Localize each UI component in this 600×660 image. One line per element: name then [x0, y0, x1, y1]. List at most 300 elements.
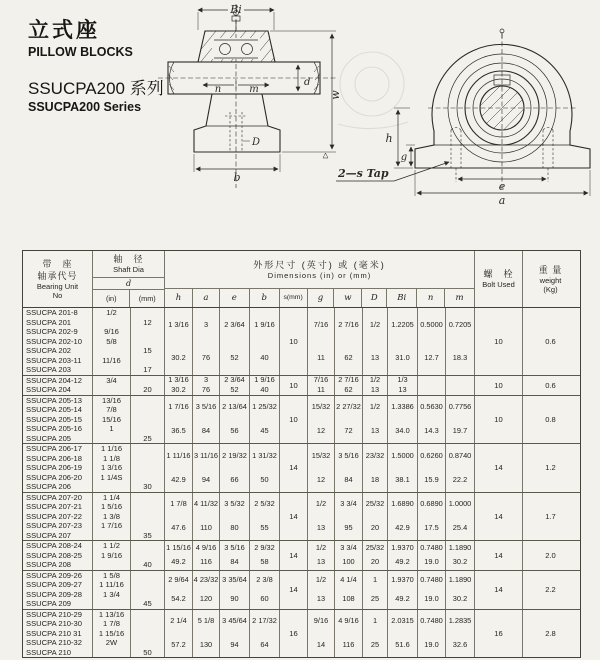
dim-a-in: 3 5/16 — [195, 402, 217, 412]
dim-D-in: 1/2 — [369, 375, 381, 385]
dim-w-mm: 100 — [342, 557, 355, 567]
dim-s-value: 14 — [289, 585, 298, 594]
table-body — [23, 308, 580, 657]
dim-e-cell — [220, 610, 250, 658]
tap-note: 2—s Tap — [338, 167, 389, 180]
dim-D-cell — [363, 493, 388, 541]
dim-label-e: e — [498, 180, 506, 193]
col-header-weight — [523, 251, 578, 307]
shaft-dia-mm — [131, 638, 164, 648]
shaft-dia-in: 1 5/16 — [100, 502, 123, 511]
dim-h-in: 1 11/16 — [166, 450, 191, 460]
dim-w-in: 2 7/16 — [338, 319, 359, 329]
bearing-no: SSUCPA 205-14 — [26, 405, 82, 414]
shaft-dia-in: 1 1/16 — [100, 444, 123, 453]
dim-h-cell — [165, 610, 193, 658]
shaft-mm-column — [131, 444, 165, 492]
dim-D-cell — [363, 396, 388, 444]
dim-w-in: 4 1/4 — [340, 575, 357, 584]
shaft-dia-mm: 17 — [143, 365, 152, 374]
bearing-no: SSUCPA 206-17 — [26, 444, 82, 453]
shaft-dia-mm — [131, 512, 164, 522]
dim-h-mm: 30.2 — [171, 384, 186, 394]
bearing-no: SSUCPA 209-27 — [26, 580, 82, 589]
dim-Bi-in: 1.5000 — [391, 450, 414, 460]
dim-e-in: 2 19/32 — [222, 450, 247, 460]
bearing-no-column — [23, 308, 93, 375]
dim-a-cell — [193, 493, 220, 541]
dim-g-in: 1/2 — [315, 499, 327, 509]
dim-g-in: 7/16 — [313, 319, 329, 329]
dim-col-header-b: b — [250, 289, 280, 307]
bearing-no: SSUCPA 208-24 — [26, 541, 82, 550]
unit-mm-header: (mm) — [138, 294, 156, 303]
bearing-no: SSUCPA 202 — [26, 346, 72, 355]
weight-cell — [523, 610, 578, 658]
shaft-dia-mm: 45 — [143, 599, 152, 608]
shaft-dia-mm: 30 — [143, 482, 152, 491]
dim-n-cell — [418, 610, 446, 658]
dim-D-mm: 13 — [370, 352, 380, 362]
dim-m-cell — [446, 444, 475, 492]
dims-letter-row — [165, 289, 474, 307]
dim-w-cell — [335, 493, 363, 541]
dim-e-cell — [220, 308, 250, 375]
col-header-dimensions — [165, 251, 475, 307]
weight-header-unit: (Kg) — [543, 285, 558, 294]
shaft-in-column — [93, 308, 131, 375]
dim-g-in: 7/16 — [313, 375, 329, 385]
weight-cell — [523, 493, 578, 541]
shaft-dia-mm: 12 — [143, 317, 152, 327]
dim-col-header-h: h — [165, 289, 193, 307]
dim-g-mm: 13 — [316, 594, 326, 603]
bearing-no: SSUCPA 210 31 — [26, 628, 82, 638]
dim-e-mm: 66 — [230, 474, 239, 484]
bearing-no-column — [23, 493, 93, 541]
shaft-dia-in: 5/8 — [106, 336, 117, 346]
dim-b-cell — [250, 396, 280, 444]
weight-header-cn: 重 量 — [538, 264, 563, 275]
dim-n-in: 0.7480 — [420, 616, 443, 626]
shaft-dia-mm: 15 — [143, 346, 152, 355]
dim-e-cell — [220, 376, 250, 395]
dim-a-in: 4 23/32 — [193, 575, 219, 584]
title-chinese: 立式座 — [28, 19, 100, 42]
weight-cell — [523, 444, 578, 492]
bearing-no: SSUCPA 202-10 — [26, 336, 82, 346]
dim-b-mm: 40 — [260, 384, 269, 394]
shaft-dia-mm — [131, 580, 164, 590]
dim-g-mm: 12 — [316, 474, 326, 484]
shaft-dia-mm — [131, 454, 164, 464]
dim-col-header-smm: s(mm) — [280, 289, 308, 307]
bearing-no: SSUCPA 206 — [26, 482, 72, 491]
dim-s-cell — [280, 376, 308, 395]
dim-D-mm: 20 — [370, 523, 380, 533]
shaft-dia-in: 3/4 — [106, 375, 117, 385]
dim-col-header-D: D — [362, 289, 387, 307]
bearing-no: SSUCPA 207-20 — [26, 492, 82, 502]
dim-n-mm: 19.0 — [424, 557, 439, 567]
bearing-no: SSUCPA 205-13 — [26, 395, 82, 405]
table-group — [23, 540, 580, 570]
dim-h-mm: 36.5 — [171, 426, 186, 436]
bearing-no: SSUCPA 207-21 — [26, 502, 82, 511]
shaft-dia-mm — [131, 629, 164, 639]
dim-w-mm: 72 — [344, 426, 353, 436]
bolt-used-cell — [475, 444, 523, 492]
dim-s-cell — [280, 610, 308, 658]
dim-s-value: 10 — [289, 414, 298, 424]
dim-h-cell — [165, 376, 193, 395]
shaft-dia-mm — [131, 590, 164, 600]
shaft-dia-mm — [131, 463, 164, 473]
dim-m-in: 1.0000 — [448, 499, 472, 509]
dim-g-in: 15/32 — [311, 450, 331, 460]
table-group — [23, 570, 580, 609]
dim-g-cell — [308, 396, 335, 444]
dim-w-mm: 95 — [344, 523, 353, 533]
dim-label-b: b — [233, 171, 241, 184]
dim-h-mm: 57.2 — [171, 640, 186, 650]
bolt-used-value: 10 — [494, 380, 503, 390]
shaft-mm-column — [131, 610, 165, 658]
shaft-dia-in: 1 1/4 — [103, 492, 120, 502]
shaft-dia-in — [93, 346, 130, 356]
dim-b-in: 1 31/32 — [252, 450, 277, 460]
shaft-dia-in: 9/16 — [104, 327, 119, 336]
shaft-dia-mm: 40 — [143, 560, 152, 569]
dim-m-cell — [446, 376, 475, 395]
shaft-dia-mm: 20 — [143, 385, 152, 394]
shaft-dia-mm — [131, 473, 164, 483]
dim-Bi-mm: 38.1 — [395, 474, 410, 484]
shaft-dia-mm — [131, 396, 164, 406]
dim-a-in: 3 — [203, 375, 209, 385]
dim-n-in: 0.6890 — [420, 499, 443, 509]
shaft-dia-in: 13/16 — [101, 395, 121, 405]
shaft-in-column — [93, 571, 131, 609]
dim-s-value: 10 — [289, 380, 298, 390]
table-header — [23, 251, 580, 308]
dim-label-m: m — [249, 84, 259, 95]
dim-Bi-mm: 34.0 — [395, 426, 410, 436]
bearing-no: SSUCPA 207-23 — [26, 521, 82, 530]
bearing-no: SSUCPA 205-15 — [26, 414, 82, 424]
bearing-no-column — [23, 571, 93, 609]
dim-Bi-mm: 51.6 — [395, 640, 410, 650]
dim-b-in: 2 9/32 — [254, 543, 275, 553]
dim-D-mm: 18 — [370, 474, 380, 484]
dim-D-mm: 25 — [370, 594, 380, 603]
dim-h-cell — [165, 571, 193, 609]
dim-a-mm: 130 — [199, 640, 213, 650]
dim-Bi-cell — [388, 610, 418, 658]
dim-b-mm: 45 — [260, 426, 269, 436]
dim-h-in: 1 15/16 — [166, 543, 191, 553]
dim-e-cell — [220, 541, 250, 570]
shaft-dia-in: 1 7/8 — [103, 619, 120, 628]
dim-h-mm: 30.2 — [171, 352, 186, 362]
bolt-used-cell — [475, 396, 523, 444]
dim-s-cell — [280, 308, 308, 375]
dim-w-in: 4 9/16 — [338, 616, 359, 626]
dim-n-mm: 19.0 — [424, 640, 439, 650]
weight-value: 1.7 — [545, 511, 556, 521]
bearing-no-column — [23, 376, 93, 395]
shaft-dia-mm — [131, 521, 164, 531]
dim-Bi-in: 1.2205 — [391, 319, 414, 329]
dim-m-cell — [446, 541, 475, 570]
dim-g-in: 1/2 — [315, 543, 327, 553]
dim-b-cell — [250, 444, 280, 492]
shaft-dia-in: 1 — [109, 424, 114, 433]
dim-g-cell — [308, 610, 335, 658]
bearing-no: SSUCPA 210-29 — [26, 609, 82, 619]
shaft-in-column — [93, 541, 131, 570]
dim-w-cell — [335, 444, 363, 492]
shaft-dia-mm — [131, 308, 164, 318]
shaft-dia-in: 11/16 — [102, 355, 121, 365]
shaft-dia-in: 1 9/16 — [100, 550, 123, 560]
dim-w-in: 2 27/32 — [336, 402, 361, 412]
dim-Bi-mm: 42.9 — [395, 523, 410, 533]
shaft-dia-in: 1 1/8 — [103, 453, 120, 463]
dim-e-in: 2 3/64 — [224, 375, 245, 385]
dim-D-in: 25/32 — [365, 499, 385, 509]
dim-w-cell — [335, 571, 363, 609]
shaft-dia-mm — [131, 444, 164, 454]
front-view-drawing — [330, 26, 600, 208]
dim-b-cell — [250, 376, 280, 395]
bolt-used-value: 14 — [494, 511, 503, 521]
bearing-header-en1: Bearing Unit — [36, 281, 79, 291]
table-group — [23, 443, 580, 492]
bearing-no: SSUCPA 206-18 — [26, 453, 82, 463]
dim-a-in: 3 — [203, 319, 209, 329]
dim-n-cell — [418, 308, 446, 375]
dim-h-in: 2 1/4 — [170, 616, 187, 626]
dim-a-mm: 116 — [200, 557, 212, 567]
shaft-dia-mm — [131, 424, 164, 434]
dim-b-cell — [250, 493, 280, 541]
bearing-no: SSUCPA 210-30 — [26, 619, 82, 628]
dim-m-mm: 18.3 — [452, 352, 468, 362]
dim-h-cell — [165, 493, 193, 541]
dim-Bi-cell — [388, 308, 418, 375]
shaft-mm-column — [131, 396, 165, 444]
dim-w-cell — [335, 541, 363, 570]
dim-e-mm: 52 — [230, 352, 239, 362]
dim-h-in: 1 7/16 — [168, 402, 189, 412]
shaft-in-column — [93, 376, 131, 395]
dim-n-mm: 14.3 — [424, 426, 439, 436]
dim-D-mm: 13 — [370, 384, 380, 394]
dim-D-mm: 20 — [370, 557, 380, 567]
dim-n-mm: 19.0 — [424, 594, 439, 603]
dim-n-in: 0.7480 — [420, 543, 443, 553]
side-view-drawing — [140, 0, 355, 196]
dims-header-cn: 外形尺寸 (英寸) 或 (毫米) — [253, 259, 386, 270]
bolt-used-value: 14 — [494, 463, 503, 473]
dim-m-in: 0.7756 — [448, 402, 472, 412]
weight-value: 0.6 — [545, 336, 556, 346]
weight-cell — [523, 541, 578, 570]
dim-w-mm: 62 — [344, 384, 353, 394]
table-group — [23, 609, 580, 658]
dim-n-cell — [418, 541, 446, 570]
dim-g-cell — [308, 308, 335, 375]
shaft-dia-in: 1 13/16 — [98, 609, 125, 619]
dim-a-in: 4 9/16 — [195, 543, 217, 553]
dim-a-in: 5 1/8 — [197, 616, 215, 626]
shaft-dia-in: 1 1/4S — [100, 472, 123, 482]
dim-D-in: 1/2 — [369, 402, 381, 412]
shaft-dia-in — [93, 648, 130, 658]
bearing-no: SSUCPA 204 — [26, 385, 72, 394]
dim-s-value: 14 — [289, 463, 298, 473]
dim-Bi-in: 1/3 — [397, 375, 408, 385]
shaft-dia-mm — [131, 405, 164, 415]
bearing-header-cn2: 轴承代号 — [37, 270, 78, 281]
bearing-no: SSUCPA 207-22 — [26, 511, 82, 521]
series-title-chinese: SSUCPA200 系列 — [28, 79, 164, 98]
dim-a-cell — [193, 610, 220, 658]
bolt-used-value: 10 — [494, 336, 503, 346]
dim-g-in: 15/32 — [311, 402, 331, 412]
weight-cell — [523, 571, 578, 609]
shaft-dia-in: 2W — [105, 638, 118, 647]
dim-s-value: 10 — [289, 336, 298, 346]
dim-label-Bi: Bi — [230, 3, 242, 16]
dim-n-mm: 17.5 — [424, 523, 439, 533]
shaft-mm-column — [131, 541, 165, 570]
dim-m-cell — [446, 610, 475, 658]
dim-Bi-mm: 49.2 — [395, 594, 410, 603]
dim-b-in: 2 5/32 — [254, 499, 275, 509]
dim-w-mm: 108 — [342, 594, 355, 603]
dim-label-g: g — [400, 152, 408, 163]
dim-e-mm: 90 — [230, 594, 239, 603]
dim-D-in: 25/32 — [365, 543, 385, 553]
shaft-dia-mm — [131, 551, 164, 561]
shaft-in-column — [93, 610, 131, 658]
dim-m-mm: 32.6 — [452, 640, 468, 650]
shaft-dia-mm — [131, 493, 164, 503]
dim-e-cell — [220, 493, 250, 541]
dim-b-in: 1 9/16 — [254, 375, 275, 385]
bearing-no: SSUCPA 209 — [26, 599, 72, 608]
dim-e-in: 3 35/64 — [222, 575, 247, 584]
shaft-dia-in — [93, 365, 130, 375]
dim-h-mm: 49.2 — [171, 557, 186, 567]
dim-h-mm: 54.2 — [171, 594, 186, 603]
dim-h-cell — [165, 396, 193, 444]
bolt-used-value: 10 — [494, 414, 503, 424]
dim-D-in: 1 — [372, 616, 378, 626]
shaft-mm-column — [131, 376, 165, 395]
bearing-no: SSUCPA 206-20 — [26, 472, 82, 482]
dim-a-mm: 120 — [199, 594, 213, 603]
dim-label-w: w — [329, 90, 342, 100]
dim-Bi-mm: 13 — [398, 384, 407, 394]
weight-value: 2.0 — [545, 550, 556, 560]
dim-D-cell — [363, 610, 388, 658]
table-group — [23, 492, 580, 541]
dim-h-in: 2 9/64 — [168, 575, 189, 584]
dim-label-n: n — [214, 84, 222, 95]
dim-s-cell — [280, 444, 308, 492]
shaft-dia-in: 1/2 — [106, 308, 117, 317]
dim-b-in: 1 25/32 — [252, 402, 277, 412]
dim-b-cell — [250, 308, 280, 375]
bearing-no-column — [23, 444, 93, 492]
dim-w-cell — [335, 610, 363, 658]
bolt-used-value: 14 — [494, 550, 503, 560]
dim-Bi-in: 1.9370 — [391, 575, 414, 584]
dim-w-in: 3 5/16 — [338, 450, 359, 460]
dim-a-cell — [193, 308, 220, 375]
dim-m-cell — [446, 396, 475, 444]
dim-m-in: 1.1890 — [448, 575, 472, 584]
dim-a-mm: 84 — [201, 426, 211, 436]
shaft-dia-mm: 35 — [143, 530, 152, 540]
weight-value: 0.8 — [545, 414, 556, 424]
dim-D-mm: 13 — [370, 426, 380, 436]
dim-b-cell — [250, 610, 280, 658]
dim-n-mm: 15.9 — [424, 474, 439, 484]
dim-D-cell — [363, 541, 388, 570]
shaft-dia-in — [93, 482, 130, 492]
dim-col-header-a: a — [193, 289, 220, 307]
shaft-dia-mm — [131, 502, 164, 512]
dim-m-cell — [446, 493, 475, 541]
dim-a-in: 4 11/32 — [193, 499, 219, 509]
bolt-header-en: Bolt Used — [482, 280, 515, 290]
weight-cell — [523, 396, 578, 444]
dim-w-in: 2 7/16 — [338, 375, 359, 385]
weight-cell — [523, 376, 578, 395]
weight-header-en: weight — [539, 275, 562, 285]
dim-e-mm: 94 — [230, 640, 239, 650]
dim-Bi-cell — [388, 493, 418, 541]
bearing-no: SSUCPA 202-9 — [26, 327, 78, 336]
shaft-mm-column — [131, 571, 165, 609]
dim-m-in: 0.7205 — [448, 319, 472, 329]
dim-g-mm: 14 — [316, 640, 326, 650]
shaft-dia-in: 1 15/16 — [98, 628, 125, 638]
dim-e-cell — [220, 444, 250, 492]
bearing-no: SSUCPA 208 — [26, 560, 72, 569]
dim-a-cell — [193, 541, 220, 570]
unit-in-header: (in) — [93, 290, 130, 307]
dim-col-header-Bi: Bi — [387, 289, 417, 307]
dim-b-cell — [250, 541, 280, 570]
dim-a-mm: 110 — [200, 523, 212, 533]
dim-m-in: 1.1890 — [448, 543, 472, 553]
weight-cell — [523, 308, 578, 375]
dim-Bi-cell — [388, 571, 418, 609]
page-title: PILLOW BLOCKS — [28, 45, 133, 59]
shaft-header-en: Shaft Dia — [113, 265, 144, 275]
dim-h-cell — [165, 444, 193, 492]
bearing-no: SSUCPA 205-16 — [26, 424, 82, 433]
bearing-no: SSUCPA 201 — [26, 317, 72, 327]
dim-g-cell — [308, 493, 335, 541]
dim-e-in: 3 5/32 — [224, 499, 245, 509]
weight-value: 0.6 — [545, 380, 556, 390]
